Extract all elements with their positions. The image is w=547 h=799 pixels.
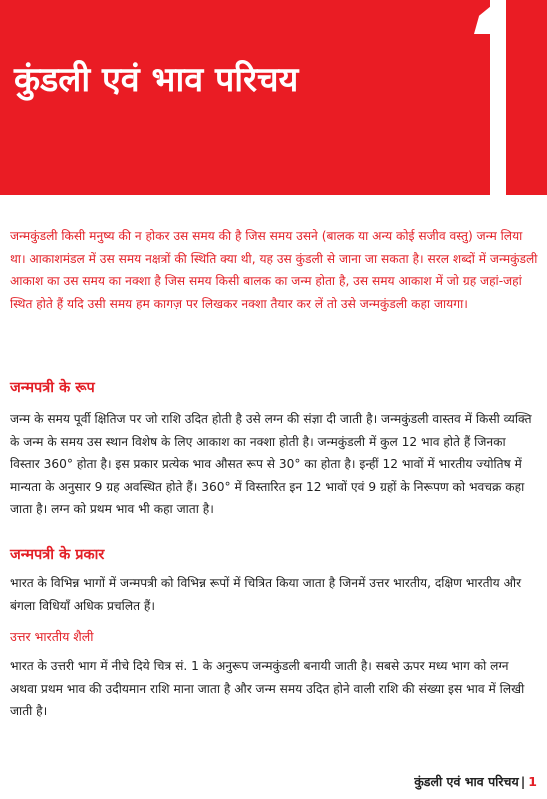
section-body-structure: जन्म के समय पूर्वी क्षितिज पर जो राशि उदित होती है उसे लग्न की संज्ञा दी जाती है। जन्मकुंडली वास्तव में किसी व्यक्ति के जन्म के समय उस स्थान विशेष के लिए आकाश का नक्शा होती है। जन्मकुंडली में कुल 12 भाव होते हैं जिनका विस्तार 360° होता है। इस प्रकार प्रत्येक भाव औसत रूप से 30° का होता है। इन्हीं 12 भावों में भारतीय ज्योतिष में मान्यता के अनुसार 9 ग्रह अवस्थित होते हैं। 360° में विस्तारित इन 12 भावों एवं 9 ग्रहों के निरूपण को भवचक्र कहा जाता है। लग्न को प्रथम भाव भी कहा जाता है। (10, 412, 532, 517)
subsection-body-north-indian: भारत के उत्तरी भाग में नीचे दिये चित्र सं. 1 के अनुरूप जन्मकुंडली बनायी जाती है। सबसे ऊपर मध्य भाग को लग्न अथवा प्रथम भाव की उदीयमान राशि माना जाता है और जन्म समय उदित होने वाली राशि की संख्या इस भाव में लिखी जाती है। (10, 659, 525, 719)
section-heading-structure: जन्मपत्री के रूप (10, 380, 95, 396)
chapter-title: कुंडली एवं भाव परिचय (14, 60, 299, 100)
page-footer (414, 773, 537, 791)
footer-separator: | (520, 774, 526, 789)
chapter-number-glyph (490, 0, 506, 204)
running-title: कुंडली एवं भाव परिचय (414, 774, 519, 789)
intro-paragraph: जन्मकुंडली किसी मनुष्य की न होकर उस समय की है जिस समय उसने (बालक या अन्य कोई सजीव वस्तु) जन्म लिया था। आकाशमंडल में उस समय नक्षत्रों की स्थिति क्या थी, यह उस कुंडली से जाना जा सकता है। सरल शब्दों में जन्मकुंडली आकाश का उस समय का नक्शा है जिस समय किसी बालक का जन्म होता है, उस समय आकाश में जो ग्रह जहां-जहां स्थित होते हैं यदि उसी समय हम कागज़ पर लिखकर नक्शा तैयार कर लें तो उसे जन्मकुंडली कहा जायगा। (10, 229, 538, 311)
subsection-heading-north-indian: उत्तर भारतीय शैली (10, 629, 94, 644)
section-body-types: भारत के विभिन्न भागों में जन्मपत्री को विभिन्न रूपों में चित्रित किया जाता है जिनमें उत्तर भारतीय, दक्षिण भारतीय और बंगला विधियाँ अधिक प्रचलित हैं। (10, 576, 522, 613)
section-heading-types: जन्मपत्री के प्रकार (10, 547, 105, 563)
page-number: 1 (528, 774, 537, 789)
